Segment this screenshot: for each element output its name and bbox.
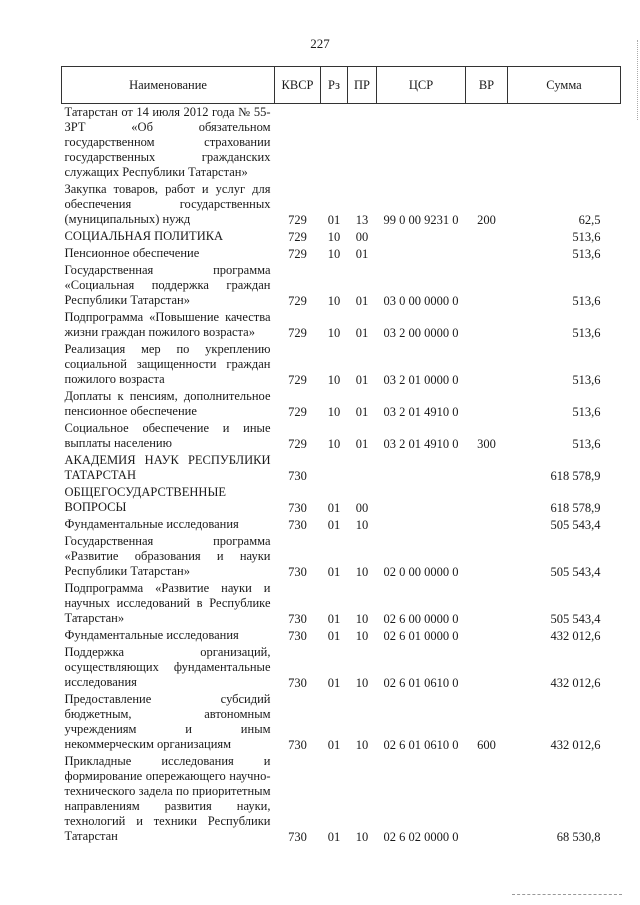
cell-name: Закупка товаров, работ и услуг для обеспечения государственных (муниципальных) нужд: [64, 182, 271, 226]
cell-kvsr: 730: [288, 629, 307, 643]
cell-name: ОБЩЕГОСУДАРСТВЕННЫЕ ВОПРОСЫ: [64, 485, 226, 514]
table-row: [62, 262, 621, 309]
table-row: [62, 104, 621, 182]
cell-rz: 01: [327, 629, 341, 643]
table-row: [62, 309, 621, 341]
cell-rz: 10: [327, 405, 341, 419]
cell-sum: 513,6: [572, 247, 601, 261]
cell-sum: 505 543,4: [550, 565, 601, 579]
cell-csr: [377, 516, 466, 533]
cell-name: Подпрограмма «Повышение качества жизни граждан пожилого возраста»: [64, 310, 271, 339]
cell-sum: 513,6: [572, 437, 601, 451]
cell-sum: 505 543,4: [550, 612, 601, 626]
cell-vr: 300: [477, 437, 496, 451]
cell-vr: [466, 644, 508, 691]
table-row: [62, 691, 621, 753]
header-pr: ПР: [348, 67, 377, 104]
cell-sum: 513,6: [572, 373, 601, 387]
cell-csr: 02 6 01 0000 0: [383, 629, 459, 643]
cell-sum: 618 578,9: [550, 501, 601, 515]
cell-kvsr: 729: [288, 326, 307, 340]
cell-name: СОЦИАЛЬНАЯ ПОЛИТИКА: [64, 229, 224, 243]
cell-sum: 513,6: [572, 405, 601, 419]
cell-csr: 02 0 00 0000 0: [383, 565, 459, 579]
cell-name: Предоставление субсидий бюджетным, автономным учреждениям и иным некоммерческим организациям: [64, 692, 271, 751]
table-row: [62, 484, 621, 516]
table-row: [62, 516, 621, 533]
cell-rz: 01: [327, 565, 341, 579]
cell-csr: 02 6 01 0610 0: [383, 676, 459, 690]
cell-csr: 02 6 01 0610 0: [383, 738, 459, 752]
table-row: [62, 181, 621, 228]
cell-pr: 01: [355, 373, 369, 387]
cell-vr: [466, 388, 508, 420]
cell-rz: 10: [327, 326, 341, 340]
budget-table: [61, 66, 621, 845]
cell-rz: 01: [327, 676, 341, 690]
cell-vr: [466, 753, 508, 845]
cell-pr: 00: [355, 230, 369, 244]
cell-rz: [321, 104, 348, 182]
cell-kvsr: 729: [288, 247, 307, 261]
cell-kvsr: 730: [288, 612, 307, 626]
cell-rz: 01: [327, 213, 341, 227]
cell-vr: [466, 341, 508, 388]
cell-vr: 600: [477, 738, 496, 752]
cell-vr: [466, 309, 508, 341]
table-row: [62, 420, 621, 452]
table-row: [62, 341, 621, 388]
cell-rz: 01: [327, 738, 341, 752]
header-name: Наименование: [62, 67, 275, 104]
cell-pr: 10: [355, 830, 369, 844]
cell-sum: 68 530,8: [556, 830, 601, 844]
cell-sum: 432 012,6: [550, 738, 601, 752]
header-rz: Рз: [321, 67, 348, 104]
cell-pr: 13: [355, 213, 369, 227]
cell-name: Прикладные исследования и формирование опережающего научно-технического задела по приоритетным направлениям развития науки, технологий и техники Республики Татарстан: [64, 754, 271, 843]
header-vr: ВР: [466, 67, 508, 104]
cell-kvsr: 729: [288, 405, 307, 419]
cell-csr: 99 0 00 9231 0: [383, 213, 459, 227]
cell-name: Фундаментальные исследования: [64, 628, 239, 642]
cell-sum: 513,6: [572, 230, 601, 244]
cell-pr: 01: [355, 247, 369, 261]
cell-vr: [466, 245, 508, 262]
cell-kvsr: 730: [288, 738, 307, 752]
cell-pr: 10: [355, 738, 369, 752]
cell-sum: 505 543,4: [550, 518, 601, 532]
page-number: 227: [310, 36, 330, 51]
table-row: [62, 644, 621, 691]
cell-kvsr: 730: [288, 501, 307, 515]
cell-vr: [466, 627, 508, 644]
cell-name: Государственная программа «Социальная поддержка граждан Республики Татарстан»: [64, 263, 271, 307]
cell-rz: 10: [327, 294, 341, 308]
cell-rz: 01: [327, 501, 341, 515]
cell-kvsr: 730: [288, 518, 307, 532]
cell-name: Татарстан от 14 июля 2012 года № 55-ЗРТ «Об обязательном государственном страховании государственных гражданских служащих Республики Татарстан»: [64, 105, 271, 179]
cell-rz: 01: [327, 830, 341, 844]
cell-csr: 02 6 00 0000 0: [383, 612, 459, 626]
cell-rz: 01: [327, 518, 341, 532]
cell-pr: 10: [355, 629, 369, 643]
table-row: [62, 388, 621, 420]
table-row: [62, 228, 621, 245]
cell-kvsr: 729: [288, 213, 307, 227]
cell-kvsr: 730: [288, 469, 307, 483]
cell-name: Социальное обеспечение и иные выплаты населению: [64, 421, 271, 450]
cell-pr: 10: [355, 612, 369, 626]
cell-pr: [348, 104, 377, 182]
cell-pr: [348, 452, 377, 484]
header-sum: Сумма: [508, 67, 621, 104]
cell-csr: [377, 245, 466, 262]
table-row: [62, 627, 621, 644]
cell-sum: 618 578,9: [550, 469, 601, 483]
scan-edge-mark: [637, 40, 638, 120]
cell-csr: [377, 228, 466, 245]
cell-rz: [321, 452, 348, 484]
cell-csr: 02 6 02 0000 0: [383, 830, 459, 844]
cell-pr: 10: [355, 676, 369, 690]
cell-name: Доплаты к пенсиям, дополнительное пенсионное обеспечение: [64, 389, 271, 418]
cell-vr: [466, 580, 508, 627]
cell-csr: [377, 484, 466, 516]
table-row: [62, 245, 621, 262]
cell-sum: [508, 104, 621, 182]
cell-pr: 10: [355, 565, 369, 579]
cell-rz: 10: [327, 373, 341, 387]
cell-kvsr: 729: [288, 437, 307, 451]
cell-kvsr: 730: [288, 830, 307, 844]
cell-name: Реализация мер по укреплению социальной защищенности граждан пожилого возраста: [64, 342, 271, 386]
cell-rz: 01: [327, 612, 341, 626]
cell-csr: 03 2 01 0000 0: [383, 373, 459, 387]
cell-csr: 03 0 00 0000 0: [383, 294, 459, 308]
cell-csr: [377, 452, 466, 484]
cell-vr: [466, 104, 508, 182]
cell-pr: 01: [355, 326, 369, 340]
cell-vr: [466, 228, 508, 245]
table-row: [62, 753, 621, 845]
cell-name: Поддержка организаций, осуществляющих фундаментальные исследования: [64, 645, 271, 689]
cell-name: Пенсионное обеспечение: [64, 246, 200, 260]
cell-kvsr: 729: [288, 373, 307, 387]
cell-name: Государственная программа «Развитие образования и науки Республики Татарстан»: [64, 534, 271, 578]
cell-rz: 10: [327, 230, 341, 244]
cell-sum: 62,5: [578, 213, 601, 227]
cell-name: Фундаментальные исследования: [64, 517, 239, 531]
table-row: [62, 452, 621, 484]
cell-csr: 03 2 01 4910 0: [383, 437, 459, 451]
cell-kvsr: [275, 104, 321, 182]
cell-name: АКАДЕМИЯ НАУК РЕСПУБЛИКИ ТАТАРСТАН: [64, 453, 271, 482]
cell-rz: 10: [327, 247, 341, 261]
cell-csr: [377, 104, 466, 182]
cell-vr: [466, 452, 508, 484]
cell-rz: 10: [327, 437, 341, 451]
cell-sum: 513,6: [572, 294, 601, 308]
cell-sum: 432 012,6: [550, 676, 601, 690]
footer-dash-line: [512, 894, 622, 895]
table-row: [62, 533, 621, 580]
header-kvsr: КВСР: [275, 67, 321, 104]
cell-pr: 01: [355, 294, 369, 308]
cell-vr: 200: [477, 213, 496, 227]
cell-kvsr: 729: [288, 294, 307, 308]
cell-kvsr: 730: [288, 676, 307, 690]
cell-pr: 01: [355, 405, 369, 419]
cell-name: Подпрограмма «Развитие науки и научных исследований в Республике Татарстан»: [64, 581, 271, 625]
cell-pr: 10: [355, 518, 369, 532]
header-csr: ЦСР: [377, 67, 466, 104]
cell-kvsr: 729: [288, 230, 307, 244]
cell-vr: [466, 484, 508, 516]
cell-kvsr: 730: [288, 565, 307, 579]
cell-pr: 00: [355, 501, 369, 515]
cell-vr: [466, 516, 508, 533]
cell-csr: 03 2 00 0000 0: [383, 326, 459, 340]
cell-vr: [466, 262, 508, 309]
cell-sum: 513,6: [572, 326, 601, 340]
table-row: [62, 580, 621, 627]
cell-csr: 03 2 01 4910 0: [383, 405, 459, 419]
cell-pr: 01: [355, 437, 369, 451]
cell-vr: [466, 533, 508, 580]
cell-sum: 432 012,6: [550, 629, 601, 643]
table-header-row: [62, 67, 621, 104]
